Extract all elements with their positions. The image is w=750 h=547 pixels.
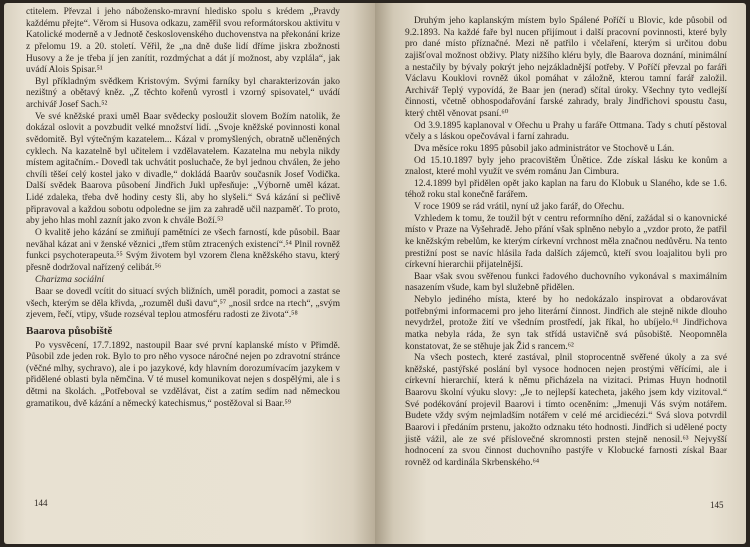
paragraph: ctitelem. Převzal i jeho nábožensko-mravní hledisko spolu s krédem „Pravdy každému přejte“. Věrom si Husova odkazu, zaměřil svou reformátorskou aktivitu v Katolické moderně a v Jednotě československého duchovenstva na překonání krize z přelomu 19. a 20. století. Věřil, že „na dně duše lidí dříme jiskra zbožnosti Husovy a že je třeba jí jen zanítit, rozdmýchat a dát jí možnost, aby vzplála“, jak uvádí Alois Spisar.⁵¹ bbox=[26, 7, 340, 76]
right-page-number: 145 bbox=[710, 500, 724, 510]
paragraph: Baar však svou svěřenou funkci řadového duchovního vykonával s maximálním nasazením všude, kam byl služebně přidělen. bbox=[405, 271, 727, 294]
paragraph: Druhým jeho kaplanským místem bylo Spálené Poříčí u Blovic, kde působil od 9.2.1893. Na každé faře byl nucen přijímout i další pracovní povinnosti, které byly pro dané místo příznačné. Mezi ně patřilo i včelaření, kterým si určitou dobu zajišťoval možnost obživy. Platy nižšího kléru byly, dle Baarova doznání, minimální a nestačily by bývaly pokrýt jeho nejzákladnější potřeby. V Poříčí převzal po faráři Václavu Kouklovi rovněž úkol pomáhat v záložně, kterou tamní farář založil. Archivář Teplý vypovídá, že Baar jen (nerad) sčítal úroky. Všechny tyto vedlejší činnosti, včetně obhospodařování farské zahrady, braly Jindřichovi spoustu času, který chtěl věnovat psaní.⁶⁰ bbox=[405, 16, 727, 119]
paragraph: Nebylo jediného místa, které by ho nedokázalo inspirovat a obdarovávat potřebnými informacemi pro jeho literární činnost. Jindřich ale stejně nikde dlouho nevydržel, protože žití ve všedním prostředí, jak říkal, ho ubíjelo.⁶¹ Jindřichova matka nebyla ráda, že syn tak střídá ustavičně svá působiště. Neopomněla konstatovat, že se stěhuje jak Žid s rancem.⁶² bbox=[405, 295, 727, 352]
section-heading: Baarova působiště bbox=[26, 324, 113, 337]
paragraph: Baar se dovedl vcítit do situací svých bližních, uměl poradit, pomoci a zastat se všech, kterým se děla křivda, „rozuměl duši davu“,⁵⁷ „nosil srdce na rtech“, „svým zjevem, řečí, vtipy, všude rozséval teplou atmosféru radosti ze života“.⁵⁸ bbox=[26, 287, 340, 321]
left-page-text bbox=[26, 7, 340, 410]
paragraph: Na všech postech, které zastával, plnil stoprocentně svěřené úkoly a za své kněžské, pastýřské poslání byl vysoce hodnocen nejen prostými věřícími, ale i církevní hierarchií, která k němu přicházela na vizitaci. Primas Huyn hodnotil Baarovu školní výuku slovy: „Je to nejlepší katecheta, jakého jsem kdy vizitoval.“ Své podékování projevil Baarovi i tímto oceněním: „Jmenuji Vás svým notářem. Budete vždy svým nejmladším notářem v celé mé arcidiecézi.“ Svá slova potvrdil Baarovi i předáním prstenu, jakožto odznaku této hodnosti. Jindřich si udělené pocty jistě vážil, ale ze své příslovečné skromnosti prsten stejně nenosil.⁶³ Nejvyšší hodnocení za svou činnost duchovního pastýře v Klobucké farnosti získal Baar rovněž od kardinála Skrbenského.⁶⁴ bbox=[405, 353, 727, 468]
book-spread bbox=[4, 3, 746, 544]
right-page-text bbox=[405, 16, 727, 469]
right-page bbox=[375, 3, 746, 544]
left-page bbox=[4, 3, 375, 544]
paragraph: Vzhledem k tomu, že toužil být v centru reformního dění, zažádal si o kanovnické místo v Praze na Vyšehradě. Jeho přání však splněno nebylo a „vzdor proto, že patřil ke kněžským rebelům, ke kterým církevní vrchnost měla značnou nedůvěru. Na tento prestižní post se navíc hlásila řada dalších zájemců, kteří svou loajalitou byli pro církevní hierarchii přijatelnější. bbox=[405, 213, 727, 271]
left-page-number: 144 bbox=[34, 498, 48, 508]
paragraph: Od 3.9.1895 kaplanoval v Ořechu u Prahy u faráře Ottmana. Tady s chutí pěstoval včely a s láskou opečovával i farní zahradu. bbox=[405, 120, 727, 143]
paragraph: O kvalitě jeho kázání se zmiňují pamětníci ze všech farností, kde působil. Baar nevăhal kázat ani v ženské věznici „třem stům ztracených existencí“.⁵⁴ Plnil rovněž funkci psychoterapeuta.⁵⁵ Svým životem byl vzorem člena kněžského stavu, který přesně dodržoval nařízený celibát.⁵⁶ bbox=[26, 227, 340, 273]
paragraph: Od 15.10.1897 byly jeho pracovištěm Únětice. Zde získal lásku ke konům a znalost, které mohl využít ve svém románu Jan Cimbura. bbox=[405, 155, 727, 178]
paragraph: Po vysvěcení, 17.7.1892, nastoupil Baar své první kaplanské místo v Přimdě. Působil zde jeden rok. Bylo to pro něho vysoce náročné nejen po zdravotní stránce (věčné mlhy, sychravo), ale i po jazykové, kdy hlavním dorozumívacím jazykem v přidělené oblasti byla němčina. V té musel komunikovat nejen s dospělými, ale i s dětmi na školách. „Potřeboval se vzdělávat, čist a zatím sedím nad německou gramatikou, dvě kázání a německý katechismus,“ postěžoval si Baar.⁵⁹ bbox=[26, 340, 340, 409]
paragraph: 12.4.1899 byl přidělen opět jako kaplan na faru do Klobuk u Slaného, kde se 1.6. téhož roku stal konečně farářem. bbox=[405, 178, 727, 201]
paragraph: V roce 1909 se rád vrátil, nyní už jako farář, do Ořechu. bbox=[414, 202, 625, 212]
paragraph: Ve své kněžské praxi uměl Baar svědecky posloužit slovem Božím natolik, že dokázal oslovit a povzbudit velké množství lidí. „Svoje kněžské povinnosti konal svědomitě. Byl výtečným kazatelem... Kázal v promyšlených, obratně učleněných cyklech. Na kazatelně byl učitelem i vzdělavatelem. Kazatelna mu nebyla nikdy místem agitačním.- Dovedl tak uchvátit posluchače, že byl jednou chválen, že jeho chvíli těšeí celý kostel jako v divadle,“ dokládá Baarův současník Josef Vodička. Další svědek Baarova působení Jindřich Jukl upřesňuje: „Výborně uměl kázat. Lidé zdaleka, třeba dvě hodiny cesty šli, aby ho slyšeli.“ Svá kázání si pečlivě připravoval a každou sobotu odpoledne se jim za zahradě učil nazpaměť. To proto, aby jeho hlas mohl zaznít jako zvon k chvále Boží.⁵³ bbox=[26, 111, 340, 227]
paragraph: Dva měsíce roku 1895 působil jako administrátor ve Stochově u Lán. bbox=[414, 143, 675, 154]
paragraph: Byl příkladným svědkem Kristovým. Svými farníky byl charakterizován jako nezištný a obětavý kněz. „Z těchto kořenů vyrostl i vzorný spisovatel,“ uvádí archivář Josef Sach.⁵² bbox=[26, 76, 340, 110]
subsection-heading: Charizma sociální bbox=[35, 275, 105, 286]
